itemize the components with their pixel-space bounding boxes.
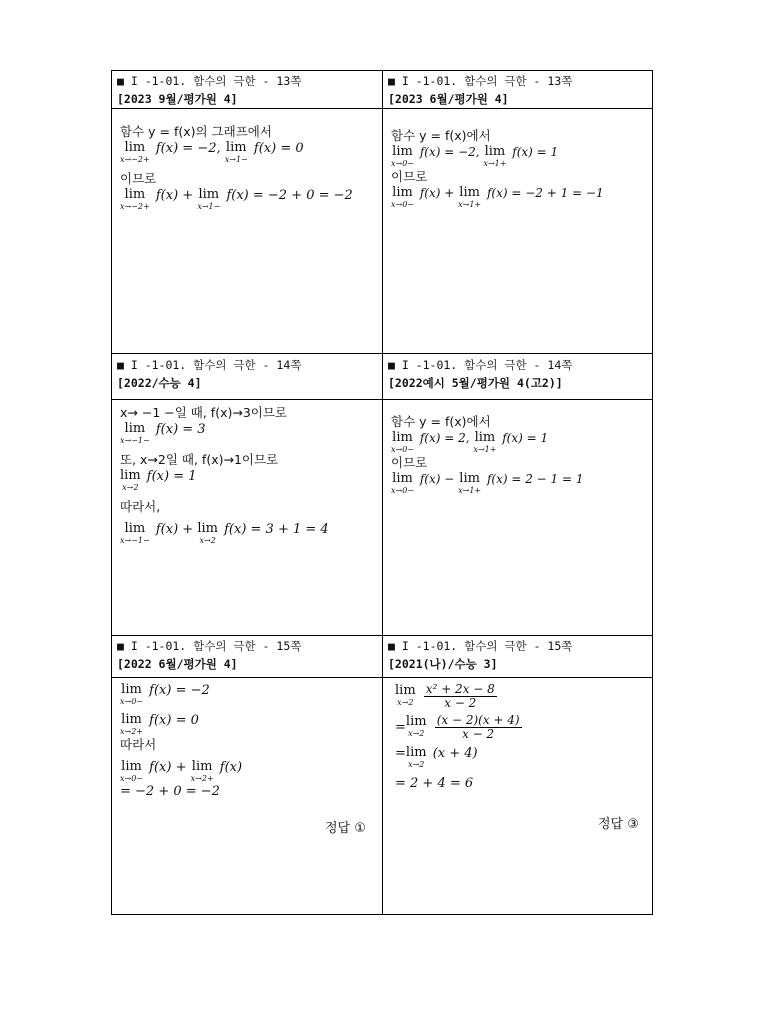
math-line	[391, 144, 648, 168]
math-line	[120, 712, 376, 736]
math-line	[120, 187, 376, 211]
limit-expression: f(x) = 3	[155, 422, 206, 437]
cell-header	[383, 354, 654, 399]
math-line: = lim x→2 $\frac{(x - 2)(x + 4)}{x - 2}$	[395, 713, 520, 741]
header-title: ■ I -1-01. 함수의 극한 - 15쪽	[117, 639, 302, 653]
limit-expression: f(x) = −2,	[155, 141, 221, 156]
text-line: 이므로	[391, 169, 428, 184]
text-line: 또, x→2일 때, f(x)→1이므로	[120, 452, 279, 467]
limit-expression: f(x) = 1	[146, 469, 197, 484]
limit: lim x→2	[395, 683, 416, 707]
limit-expression: f(x) = −2,	[419, 145, 480, 159]
solution-body	[383, 679, 654, 916]
text-line: 이므로	[391, 455, 428, 470]
limit-expression: f(x) = −2	[149, 683, 210, 698]
limit-expression: f(x) = 0	[149, 713, 199, 728]
math-line	[391, 185, 648, 209]
limit: lim x→1+	[458, 185, 482, 209]
solution-body	[112, 119, 382, 353]
cell-header	[112, 354, 382, 399]
math-line	[120, 468, 376, 492]
limit-expression: f(x) = −2 + 1 = −1	[486, 186, 604, 200]
limit-expression: f(x) −	[419, 472, 455, 486]
cell-header	[383, 71, 654, 108]
cell-header	[383, 636, 654, 677]
fraction: $\frac{(x - 2)(x + 4)}{x - 2}$	[436, 713, 520, 741]
limit: lim x→−2+	[120, 140, 150, 164]
source-label: [2023 6월/평가원 4]	[388, 92, 509, 106]
limit: lim x→1+	[473, 430, 497, 454]
source-label: [2022/수능 4]	[117, 376, 202, 390]
limit-expression: f(x) = 1	[512, 145, 559, 159]
solution-body	[112, 400, 382, 635]
limit-expression: f(x) +	[149, 760, 187, 775]
solution-body	[383, 409, 654, 635]
text-line: 따라서	[120, 737, 157, 752]
limit: lim x→−1−	[120, 521, 150, 545]
math-line	[120, 759, 376, 783]
limit-expression: f(x) = 1	[502, 431, 549, 445]
limit: lim x→−1−	[120, 421, 150, 445]
limit-expression: f(x) = −2 + 0 = −2	[226, 188, 353, 203]
answer-label: 정답 ①	[325, 821, 366, 836]
text-line: 함수 y = f(x)에서	[391, 128, 491, 143]
limit: lim x→−2+	[120, 187, 150, 211]
header-title: ■ I -1-01. 함수의 극한 - 14쪽	[388, 358, 573, 372]
text-line: 이므로	[120, 171, 157, 186]
result-line: = −2 + 0 = −2	[120, 784, 220, 799]
limit: lim x→2	[197, 521, 218, 545]
row-divider	[112, 108, 652, 109]
limit: lim x→2	[405, 714, 427, 738]
limit: lim x→0−	[120, 682, 144, 706]
limit: lim x→2+	[190, 759, 214, 783]
limit-expression: (x + 4)	[432, 746, 478, 761]
text-line: 함수 y = f(x)에서	[391, 414, 491, 429]
limit: lim x→0−	[120, 759, 144, 783]
cell-header	[112, 636, 382, 677]
header-title: ■ I -1-01. 함수의 극한 - 13쪽	[117, 74, 302, 88]
limit-expression: f(x) = 2,	[419, 431, 470, 445]
limit-expression: f(x) = 0	[253, 141, 304, 156]
math-line	[120, 521, 376, 545]
header-title: ■ I -1-01. 함수의 극한 - 15쪽	[388, 639, 573, 653]
math-line	[120, 682, 376, 706]
limit: lim x→0−	[391, 430, 415, 454]
text-line: 따라서,	[120, 499, 161, 514]
math-line: = lim x→2 (x + 4)	[395, 745, 478, 769]
source-label: [2022 6월/평가원 4]	[117, 657, 238, 671]
source-label: [2023 9월/평가원 4]	[117, 92, 238, 106]
solution-grid	[111, 70, 653, 915]
limit-expression: f(x)	[219, 760, 243, 775]
math-line	[395, 683, 648, 710]
math-line	[391, 430, 648, 454]
limit: lim x→2	[120, 468, 141, 492]
source-label: [2021(나)/수능 3]	[388, 657, 498, 671]
math-line	[120, 140, 376, 164]
source-label: [2022예시 5월/평가원 4(고2)]	[388, 376, 563, 390]
limit: lim x→1+	[458, 471, 482, 495]
math-line	[120, 421, 376, 445]
limit-expression: f(x) +	[419, 186, 455, 200]
answer-label: 정답 ③	[598, 817, 639, 832]
header-title: ■ I -1-01. 함수의 극한 - 13쪽	[388, 74, 573, 88]
limit: lim x→1−	[224, 140, 248, 164]
header-title: ■ I -1-01. 함수의 극한 - 14쪽	[117, 358, 302, 372]
solution-body	[112, 678, 382, 916]
solution-body	[383, 123, 654, 353]
limit-expression: f(x) +	[155, 522, 194, 537]
math-line	[391, 471, 648, 495]
limit-expression: f(x) +	[155, 188, 194, 203]
limit: lim x→1−	[197, 187, 221, 211]
fraction: $\frac{\text{x² + 2x − 8}}{x - 2}$	[425, 682, 495, 710]
limit: lim x→2+	[120, 712, 144, 736]
limit: lim x→0−	[391, 144, 415, 168]
limit: lim x→2	[405, 745, 427, 769]
limit-expression: f(x) = 2 − 1 = 1	[486, 472, 584, 486]
cell-header	[112, 71, 382, 108]
result-line: = 2 + 4 = 6	[395, 776, 474, 791]
limit: lim x→0−	[391, 471, 415, 495]
text-line: x→ −1 −일 때, f(x)→3이므로	[120, 405, 287, 420]
limit-expression: f(x) = 3 + 1 = 4	[224, 522, 329, 537]
limit: lim x→0−	[391, 185, 415, 209]
text-line: 함수 y = f(x)의 그래프에서	[120, 124, 272, 139]
limit: lim x→1+	[483, 144, 507, 168]
